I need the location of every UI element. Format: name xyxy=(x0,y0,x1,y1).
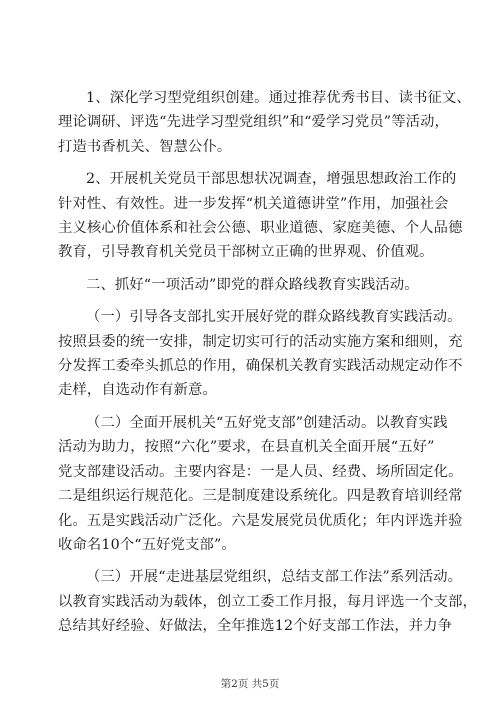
paragraph-1 xyxy=(58,86,471,159)
text-line: 1、深化学习型党组织创建。通过推荐优秀书目、读书征文、 xyxy=(86,90,471,106)
text-line: （二）全面开展机关“五好党支部”创建活动。以教育实践 xyxy=(86,414,448,431)
text-line: 化。五是实践活动广泛化。六是发展党员优质化；年内评选并验 xyxy=(58,512,463,529)
text-line: （一）引导各支部扎实开展好党的群众路线教育实践活动。 xyxy=(86,309,462,326)
text-line: 活动为助力，按照“六化”要求，在县直机关全面开展“五好” xyxy=(58,439,435,456)
text-line: 主义核心价值体系和社会公德、职业道德、家庭美德、个人品德 xyxy=(58,220,463,237)
section-heading xyxy=(58,273,452,297)
text-line: 针对性、有效性。进一步发挥“机关道德讲堂”作用，加强社会 xyxy=(58,195,449,212)
text-line: 以教育实践活动为载体，创立工委工作月报，每月评选一个支部， xyxy=(58,593,477,610)
text-line: 教育，引导教育机关党员干部树立正确的世界观、价值观。 xyxy=(58,244,434,261)
text-line: 收命名10个“五好党支部”。 xyxy=(58,536,236,553)
text-line: 理论调研、评选“先进学习型党组织”和“爱学习党员”等活动， xyxy=(58,114,450,131)
text-line: 总结其好经验、好做法，全年推选12个好支部工作法，并力争 xyxy=(58,618,453,635)
text-line: 党支部建设活动。主要内容是：一是人员、经费、场所固定化。 xyxy=(58,463,463,480)
text-line: 二、抓好“一项活动”即党的群众路线教育实践活动。 xyxy=(86,276,419,293)
text-line: 走样，自选动作有新意。 xyxy=(58,382,217,399)
paragraph-4 xyxy=(58,305,463,403)
text-line: 二是组织运行规范化。三是制度建设系统化。四是教育培训经常 xyxy=(58,488,463,505)
text-line: 分发挥工委牵头抓总的作用，确保机关教育实践活动规定动作不 xyxy=(58,358,463,375)
paragraph-2 xyxy=(58,167,463,265)
text-line: （三）开展“走进基层党组织，总结支部工作法”系列活动。 xyxy=(86,569,463,586)
paragraph-6 xyxy=(58,565,477,638)
text-line: 打造书香机关、智慧公仆。 xyxy=(58,138,232,155)
text-line: 按照县委的统一安排，制定切实可行的活动实施方案和细则，充 xyxy=(58,333,463,350)
document-body xyxy=(58,86,477,647)
text-line: 2、开展机关党员干部思想状况调查，增强思想政治工作的 xyxy=(86,171,457,188)
page-number-footer: 第2页 共5页 xyxy=(220,678,280,690)
paragraph-5 xyxy=(58,411,463,557)
